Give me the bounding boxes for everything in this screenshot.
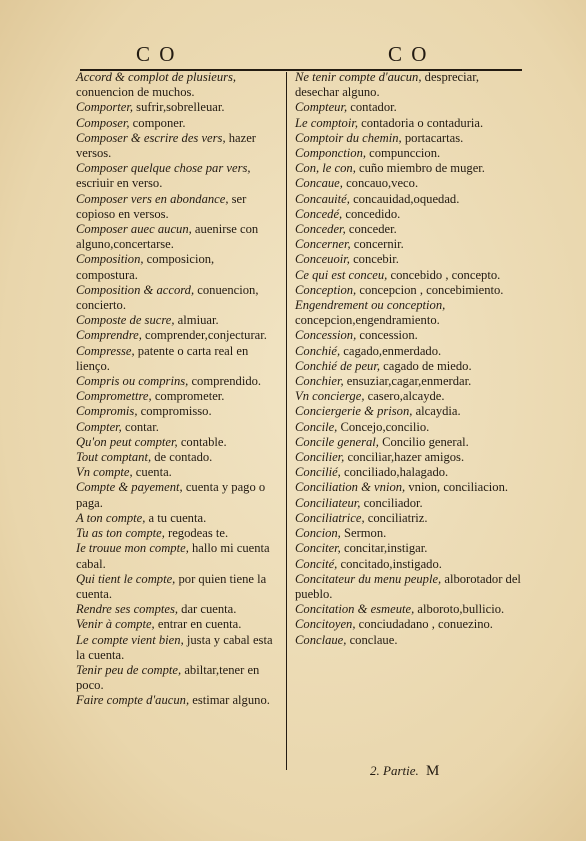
dictionary-entry <box>76 693 278 708</box>
entry-definition: cagado,enmerdado. <box>340 343 442 358</box>
dictionary-entry <box>295 131 523 146</box>
entry-definition: conuencion de muchos. <box>76 85 195 100</box>
entry-definition: concession. <box>356 328 418 343</box>
entry-definition: conclaue. <box>346 632 398 647</box>
entry-headword: Qui tient le compte, <box>76 571 176 586</box>
entry-definition: comprender,conjecturar. <box>141 328 267 343</box>
left-column <box>76 70 278 709</box>
entry-headword: Conclaue, <box>295 632 347 647</box>
dictionary-entry <box>295 389 523 404</box>
entry-definition: concedido. <box>342 206 401 221</box>
dictionary-entry <box>295 268 523 283</box>
entry-headword: Comprendre, <box>76 328 142 343</box>
entry-headword: Qu'on peut compter, <box>76 434 178 449</box>
entry-headword: Conchié, <box>295 343 341 358</box>
entry-definition: ensuziar,cagar,enmerdar. <box>343 374 472 389</box>
entry-definition: alboroto,bullicio. <box>414 602 505 617</box>
entry-definition: Sermon. <box>340 526 387 541</box>
dictionary-entry <box>295 176 523 191</box>
dictionary-entry <box>295 222 523 237</box>
entry-definition: composicion, compostura. <box>76 252 215 282</box>
entry-headword: Rendre ses comptes, <box>76 602 179 617</box>
entry-headword: Concauité, <box>295 191 350 206</box>
dictionary-entry <box>295 192 523 207</box>
entry-headword: Concitoyen, <box>295 617 356 632</box>
entry-definition: concernir. <box>350 237 404 252</box>
entry-definition: justa y cabal esta la cuenta. <box>76 632 273 662</box>
signature-mark: M <box>426 763 440 779</box>
dictionary-entry <box>295 633 523 648</box>
running-header <box>76 42 524 64</box>
entry-headword: Ce qui est conceu, <box>295 267 388 282</box>
dictionary-entry <box>76 420 278 435</box>
dictionary-entry <box>295 283 523 298</box>
column-divider <box>286 72 287 770</box>
dictionary-entry <box>295 480 523 495</box>
dictionary-entry <box>295 617 523 632</box>
entry-definition: despreciar, desechar alguno. <box>295 70 480 100</box>
entry-headword: Vn compte, <box>76 465 133 480</box>
dictionary-entry <box>76 313 278 328</box>
entry-definition: contar. <box>121 419 159 434</box>
entry-headword: Ne tenir compte d'aucun, <box>295 70 422 84</box>
entry-definition: concauo,veco. <box>342 176 419 191</box>
dictionary-entry <box>76 328 278 343</box>
dictionary-entry <box>295 252 523 267</box>
entry-definition: compunccion. <box>366 146 441 161</box>
entry-headword: A ton compte, <box>76 510 146 525</box>
entry-headword: Conciliateur, <box>295 495 361 510</box>
dictionary-entry <box>76 511 278 526</box>
entry-headword: Compter, <box>76 419 122 434</box>
entry-definition: entrar en cuenta. <box>154 617 242 632</box>
entry-definition: comprometer. <box>151 389 225 404</box>
dictionary-entry <box>295 374 523 389</box>
entry-headword: Engendrement ou conception, <box>295 298 446 313</box>
entry-headword: Composition, <box>76 252 144 267</box>
entry-definition: estimar alguno. <box>189 693 270 708</box>
dictionary-entry <box>295 541 523 556</box>
entry-definition: contador. <box>347 100 397 115</box>
entry-definition: abiltar,tener en poco. <box>76 662 260 693</box>
entry-headword: Concitation & esmeute, <box>295 602 415 617</box>
entry-headword: Composer & escrire des vers, <box>76 130 226 145</box>
entry-headword: Faire compte d'aucun, <box>76 693 190 708</box>
dictionary-entry <box>295 602 523 617</box>
entry-definition: cuenta. <box>132 465 172 480</box>
footer-part: 2. Partie. <box>370 763 419 778</box>
dictionary-entry <box>76 389 278 404</box>
entry-definition: de contado. <box>151 450 213 465</box>
dictionary-entry <box>295 237 523 252</box>
dictionary-entry <box>295 496 523 511</box>
entry-definition: portacartas. <box>401 130 464 145</box>
entry-definition: conciliado,halagado. <box>340 465 449 480</box>
entry-definition: alborotador del pueblo. <box>295 571 521 601</box>
entry-headword: Concedé, <box>295 206 343 221</box>
header-right: C O <box>388 42 429 66</box>
entry-headword: Compresse, <box>76 343 135 358</box>
dictionary-entry <box>295 526 523 541</box>
entry-headword: Compromettre, <box>76 389 152 404</box>
dictionary-entry <box>76 344 278 374</box>
entry-definition: hallo mi cuenta cabal. <box>76 541 270 571</box>
dictionary-entry <box>295 359 523 374</box>
entry-definition: concitar,instigar. <box>340 541 428 556</box>
entry-definition: cagado de miedo. <box>380 358 472 373</box>
entry-definition: ser copioso en versos. <box>76 191 247 221</box>
dictionary-entry <box>76 283 278 313</box>
dictionary-entry <box>76 131 278 161</box>
dictionary-entry <box>76 404 278 419</box>
right-column <box>295 70 523 648</box>
entry-headword: Conceder, <box>295 222 346 237</box>
dictionary-entry <box>76 100 278 115</box>
entry-definition: concepcion , concebimiento. <box>356 282 504 297</box>
dictionary-entry <box>76 572 278 602</box>
dictionary-entry <box>76 465 278 480</box>
entry-headword: Tout comptant, <box>76 450 152 465</box>
entry-definition: conciliador. <box>360 495 423 510</box>
entry-definition: concitado,instigado. <box>337 556 442 571</box>
dictionary-entry <box>76 541 278 571</box>
dictionary-entry <box>295 161 523 176</box>
entry-definition: concebir. <box>349 252 399 267</box>
entry-headword: Venir à compte, <box>76 617 155 632</box>
entry-headword: Conceuoir, <box>295 252 350 267</box>
entry-definition: concebido , concepto. <box>387 267 501 282</box>
entry-headword: Le compte vient bien, <box>76 632 184 647</box>
dictionary-entry <box>295 420 523 435</box>
dictionary-entry <box>76 450 278 465</box>
entry-definition: dar cuenta. <box>178 602 237 617</box>
entry-definition: Concilio general. <box>378 434 469 449</box>
entry-definition: cuenta y pago o paga. <box>76 480 266 510</box>
entry-definition: conceder. <box>345 222 397 237</box>
entry-headword: Conchier, <box>295 374 344 389</box>
dictionary-entry <box>295 146 523 161</box>
page-footer <box>370 763 530 781</box>
entry-headword: Concitateur du menu peuple, <box>295 571 442 586</box>
entry-definition: regodeas te. <box>164 526 229 541</box>
dictionary-entry <box>76 374 278 389</box>
entry-definition: casero,alcayde. <box>364 389 445 404</box>
dictionary-entry <box>76 161 278 191</box>
entry-definition: contable. <box>177 434 227 449</box>
entry-headword: Concession, <box>295 328 357 343</box>
dictionary-entry <box>295 328 523 343</box>
entry-definition: alcaydia. <box>412 404 461 419</box>
entry-headword: Concilier, <box>295 450 345 465</box>
dictionary-entry <box>295 70 523 100</box>
entry-headword: Ie trouue mon compte, <box>76 541 189 556</box>
entry-headword: Concerner, <box>295 237 351 252</box>
dictionary-entry <box>76 602 278 617</box>
entry-definition: comprendido. <box>188 374 262 389</box>
entry-definition: patente o carta real en lienço. <box>76 343 249 373</box>
dictionary-entry <box>295 298 523 328</box>
entry-headword: Comporter, <box>76 100 134 115</box>
entry-headword: Concile general, <box>295 434 379 449</box>
dictionary-entry <box>76 633 278 663</box>
dictionary-entry <box>295 557 523 572</box>
header-left: C O <box>136 42 177 66</box>
entry-headword: Le comptoir, <box>295 115 358 130</box>
entry-headword: Accord & complot de plusieurs, <box>76 70 237 84</box>
dictionary-entry <box>295 207 523 222</box>
dictionary-entry <box>295 465 523 480</box>
entry-definition: almiuar. <box>174 313 219 328</box>
entry-definition: vnion, conciliacion. <box>405 480 509 495</box>
dictionary-entry <box>76 252 278 282</box>
dictionary-entry <box>295 572 523 602</box>
entry-definition: conciliatriz. <box>364 510 428 525</box>
entry-headword: Comptoir du chemin, <box>295 130 402 145</box>
dictionary-entry <box>76 192 278 222</box>
entry-headword: Composer, <box>76 115 130 130</box>
dictionary-entry <box>76 480 278 510</box>
entry-headword: Conciliatrice, <box>295 510 365 525</box>
dictionary-entry <box>295 100 523 115</box>
entry-definition: Concejo,concilio. <box>337 419 430 434</box>
entry-definition: escriuir en verso. <box>76 176 163 191</box>
entry-headword: Componction, <box>295 146 367 161</box>
dictionary-entry <box>295 511 523 526</box>
entry-headword: Tenir peu de compte, <box>76 662 182 677</box>
entry-headword: Concaue, <box>295 176 343 191</box>
entry-definition: auenirse con alguno,concertarse. <box>76 222 259 252</box>
dictionary-entry <box>76 222 278 252</box>
entry-definition: hazer versos. <box>76 130 257 161</box>
entry-headword: Conciergerie & prison, <box>295 404 413 419</box>
entry-headword: Conchié de peur, <box>295 358 380 373</box>
entry-headword: Conciliation & vnion, <box>295 480 406 495</box>
dictionary-entry <box>76 526 278 541</box>
entry-definition: conciliar,hazer amigos. <box>344 450 465 465</box>
dictionary-entry <box>76 435 278 450</box>
entry-headword: Conception, <box>295 282 357 297</box>
dictionary-entry <box>295 404 523 419</box>
entry-headword: Compteur, <box>295 100 348 115</box>
entry-definition: por quien tiene la cuenta. <box>76 571 267 601</box>
dictionary-entry <box>76 116 278 131</box>
entry-headword: Concile, <box>295 419 338 434</box>
entry-headword: Vn concierge, <box>295 389 365 404</box>
dictionary-entry <box>76 663 278 693</box>
entry-definition: concauidad,oquedad. <box>349 191 460 206</box>
entry-definition: compromisso. <box>137 404 212 419</box>
entry-headword: Concilié, <box>295 465 341 480</box>
entry-headword: Compromis, <box>76 404 138 419</box>
entry-headword: Concité, <box>295 556 338 571</box>
dictionary-entry <box>76 70 278 100</box>
entry-definition: cuño miembro de muger. <box>355 161 485 176</box>
entry-definition: componer. <box>129 115 186 130</box>
entry-headword: Composer vers en abondance, <box>76 191 229 206</box>
entry-definition: concepcion,engendramiento. <box>295 313 440 328</box>
dictionary-entry <box>76 617 278 632</box>
entry-headword: Con, le con, <box>295 161 356 176</box>
entry-definition: contadoria o contaduria. <box>357 115 484 130</box>
entry-headword: Composer quelque chose par vers, <box>76 161 251 176</box>
entry-headword: Conciter, <box>295 541 341 556</box>
entry-headword: Composte de sucre, <box>76 313 175 328</box>
entry-definition: conuencion, concierto. <box>76 282 259 313</box>
entry-definition: a tu cuenta. <box>145 510 207 525</box>
entry-headword: Compris ou comprins, <box>76 374 189 389</box>
dictionary-entry <box>295 435 523 450</box>
entry-definition: sufrir,sobrelleuar. <box>133 100 225 115</box>
dictionary-entry <box>295 450 523 465</box>
entry-headword: Concion, <box>295 526 341 541</box>
dictionary-entry <box>295 344 523 359</box>
entry-headword: Composer auec aucun, <box>76 222 192 237</box>
entry-definition: conciudadano , conuezino. <box>355 617 493 632</box>
entry-headword: Compte & payement, <box>76 480 183 495</box>
entry-headword: Composition & accord, <box>76 282 195 297</box>
entry-headword: Tu as ton compte, <box>76 526 165 541</box>
dictionary-entry <box>295 116 523 131</box>
